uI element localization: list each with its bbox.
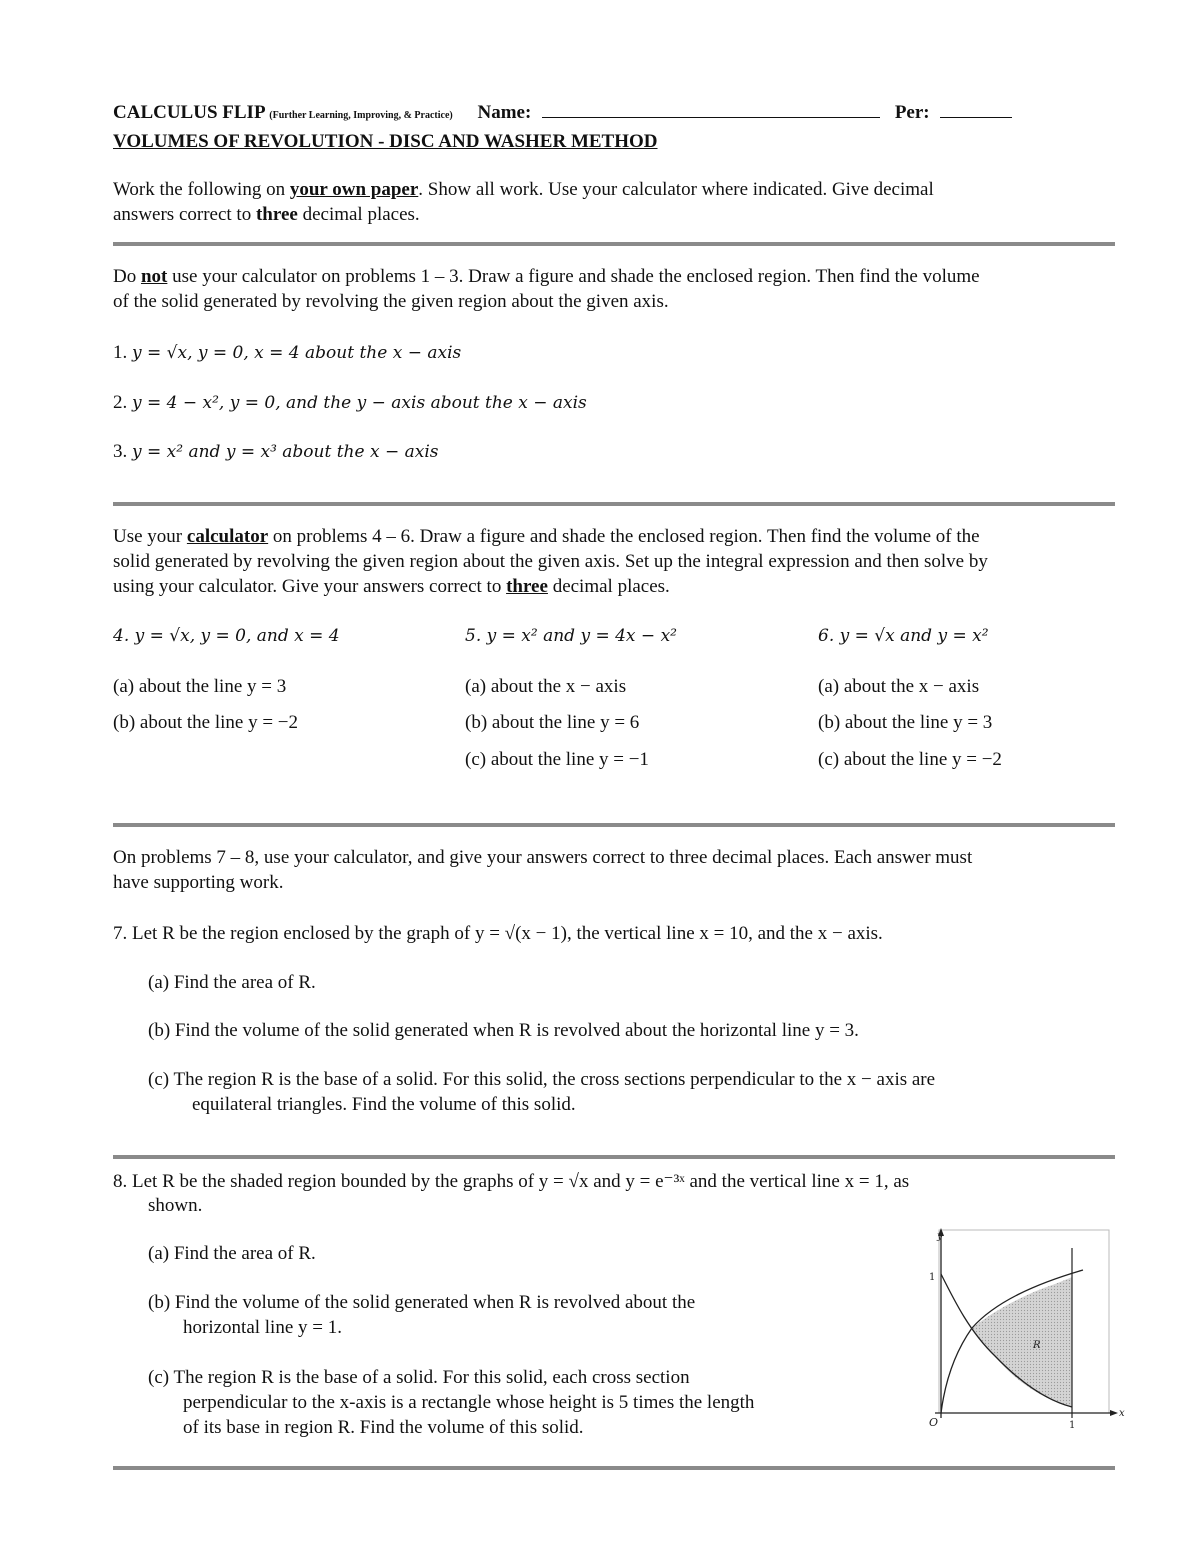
section-divider: [113, 1155, 1115, 1159]
page-title: VOLUMES OF REVOLUTION - DISC AND WASHER METHOD: [113, 131, 658, 152]
shaded-region: [972, 1277, 1072, 1407]
problem-8-cont: shown.: [148, 1195, 203, 1216]
x-axis-label: x: [1119, 1408, 1125, 1419]
problem-4a: (a) about the line y = 3: [113, 676, 287, 697]
section-divider: [113, 1466, 1115, 1470]
per-label: Per:: [894, 102, 930, 123]
period-blank[interactable]: [940, 101, 1012, 118]
problem-8c-line3: of its base in region R. Find the volume of this solid.: [183, 1417, 584, 1438]
x-tick-label: 1: [1069, 1420, 1076, 1431]
problem-1: 1. y = √x, y = 0, x = 4 about the x − axis: [113, 342, 462, 363]
name-label: Name:: [477, 102, 532, 123]
problem-4: 4. y = √x, y = 0, and x = 4: [113, 626, 340, 646]
intro-line-2: answers correct to three decimal places.: [113, 204, 420, 225]
intro-line-1: Work the following on your own paper. Show all work. Use your calculator where indicated. Give decimal: [113, 179, 934, 200]
origin-label: O: [929, 1416, 939, 1429]
problem-8b-line2: horizontal line y = 1.: [183, 1317, 342, 1338]
sec3-instructions-1: On problems 7 – 8, use your calculator, and give your answers correct to three decimal places. Each answer must: [113, 847, 973, 868]
problem-7: 7. Let R be the region enclosed by the graph of y = √(x − 1), the vertical line x = 10, and the x − axis.: [113, 923, 883, 944]
sec2-instructions-1: Use your calculator on problems 4 – 6. Draw a figure and shade the enclosed region. Then find the volume of the: [113, 526, 980, 547]
section-divider: [113, 502, 1115, 506]
problem-8c-line1: (c) The region R is the base of a solid. For this solid, each cross section: [148, 1367, 690, 1388]
problem-5b: (b) about the line y = 6: [465, 712, 640, 733]
problem-3: 3. y = x² and y = x³ about the x − axis: [113, 441, 439, 462]
problem-7c-line2: equilateral triangles. Find the volume of this solid.: [192, 1094, 576, 1115]
problem-8-graph: [915, 1222, 1130, 1440]
problem-7b: (b) Find the volume of the solid generated when R is revolved about the horizontal line y = 3.: [148, 1020, 859, 1041]
problem-8: 8. Let R be the shaded region bounded by the graphs of y = √x and y = e⁻³ˣ and the vertical line x = 1, as: [113, 1171, 910, 1192]
sec1-instructions-1: Do not use your calculator on problems 1 – 3. Draw a figure and shade the enclosed region. Then find the volume: [113, 266, 980, 287]
course-subtitle: (Further Learning, Improving, & Practice): [269, 110, 453, 121]
problem-7a: (a) Find the area of R.: [148, 972, 316, 993]
sec2-instructions-3: using your calculator. Give your answers correct to three decimal places.: [113, 576, 670, 597]
sec1-instructions-2: of the solid generated by revolving the given region about the given axis.: [113, 291, 669, 312]
problem-6b: (b) about the line y = 3: [818, 712, 993, 733]
problem-6c: (c) about the line y = −2: [818, 749, 1002, 770]
section-divider: [113, 823, 1115, 827]
sec2-instructions-2: solid generated by revolving the given region about the given axis. Set up the integral expression and then solve by: [113, 551, 988, 572]
emphasis-own-paper: your own paper: [289, 179, 419, 200]
y-axis-label: y: [937, 1231, 943, 1242]
course-title: CALCULUS FLIP: [113, 102, 265, 123]
problem-8b-line1: (b) Find the volume of the solid generated when R is revolved about the: [148, 1292, 696, 1313]
name-blank[interactable]: [542, 101, 880, 118]
section-divider: [113, 242, 1115, 246]
problem-6a: (a) about the x − axis: [818, 676, 980, 697]
problem-8c-line2: perpendicular to the x-axis is a rectangle whose height is 5 times the length: [183, 1392, 755, 1413]
problem-5c: (c) about the line y = −1: [465, 749, 649, 770]
problem-5a: (a) about the x − axis: [465, 676, 627, 697]
sec3-instructions-2: have supporting work.: [113, 872, 284, 893]
y-tick-label: 1: [929, 1272, 936, 1283]
problem-2: 2. y = 4 − x², y = 0, and the y − axis about the x − axis: [113, 392, 587, 413]
problem-7c-line1: (c) The region R is the base of a solid. For this solid, the cross sections perpendicular to the x − axis are: [148, 1069, 936, 1090]
worksheet-header: [113, 101, 1012, 124]
problem-6: 6. y = √x and y = x²: [818, 626, 989, 646]
region-label: R: [1033, 1340, 1041, 1351]
problem-4b: (b) about the line y = −2: [113, 712, 298, 733]
problem-5: 5. y = x² and y = 4x − x²: [465, 626, 677, 646]
problem-8a: (a) Find the area of R.: [148, 1243, 316, 1264]
x-axis-arrow-icon: [1110, 1410, 1118, 1416]
